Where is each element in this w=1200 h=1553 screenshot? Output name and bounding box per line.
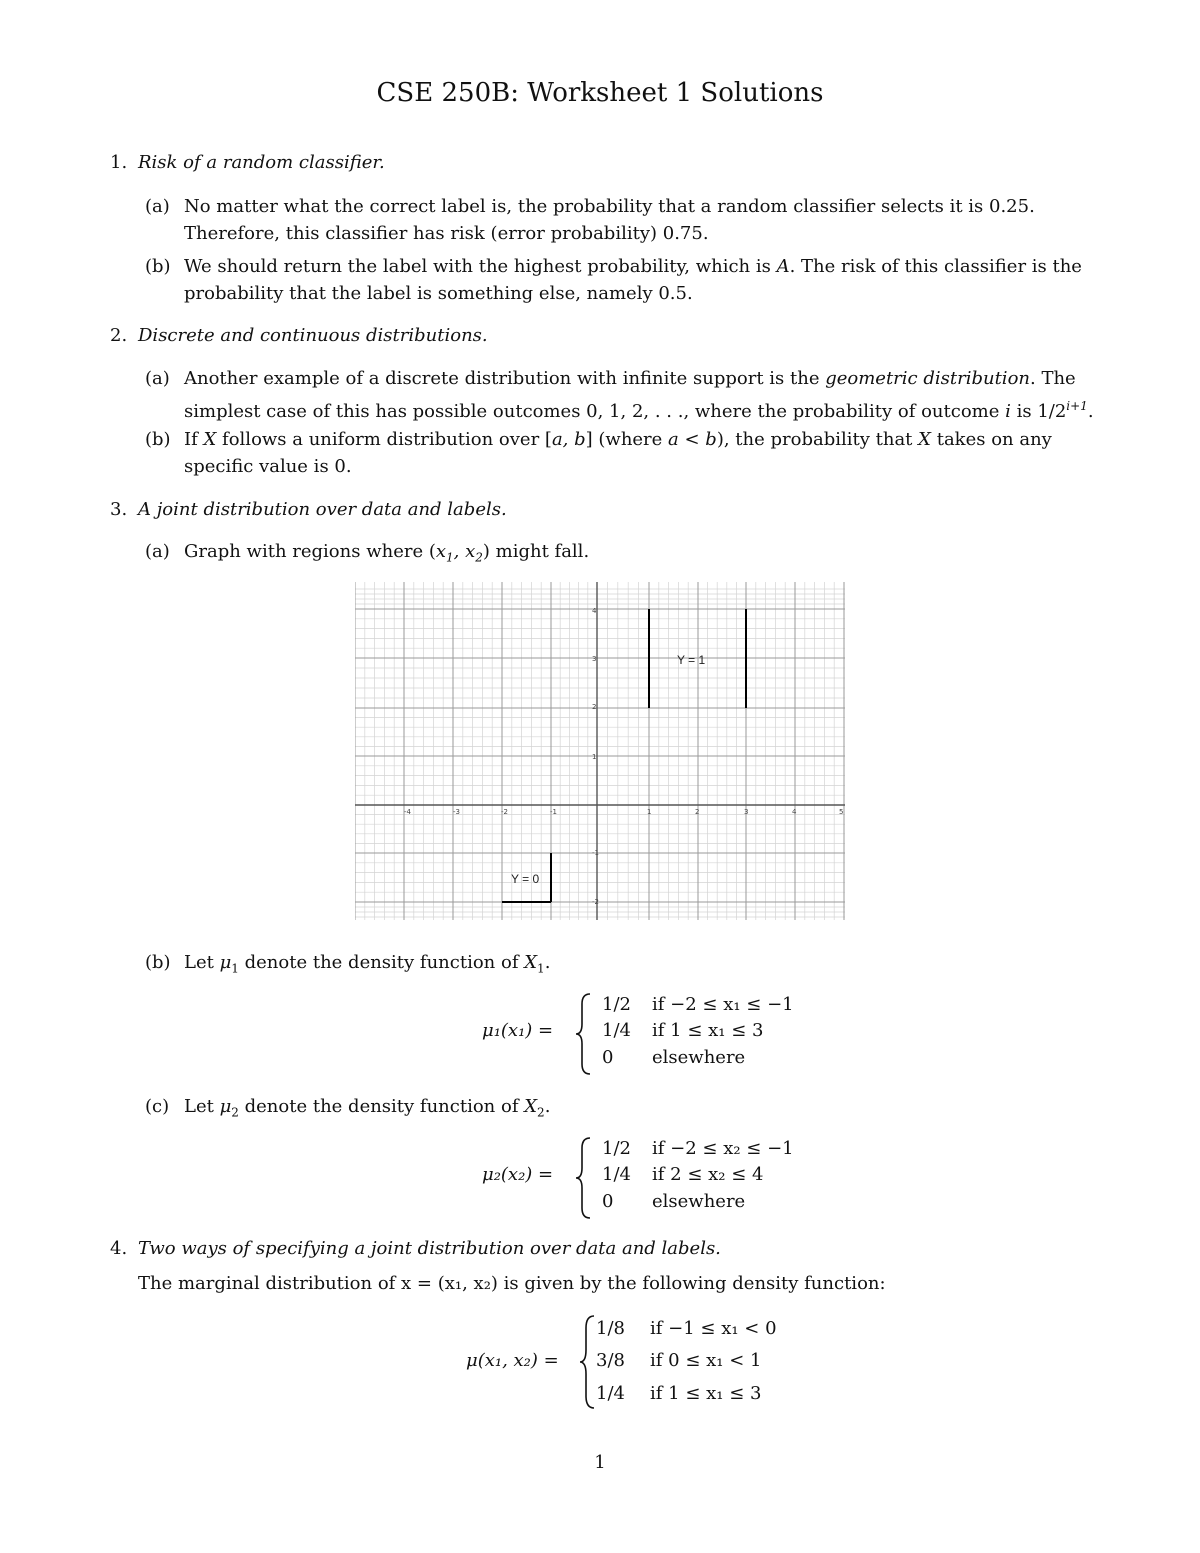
q3c-x-sub: 2: [537, 1105, 545, 1120]
q4-brace: [578, 1314, 598, 1410]
q3c-mu-sub: 2: [231, 1105, 239, 1120]
q2a-line2: [184, 393, 1094, 425]
q2b-line2: specific value is 0.: [184, 456, 352, 477]
q1a-line2: Therefore, this classifier has risk (error probability) 0.75.: [184, 223, 709, 244]
q2b-line1: [184, 427, 1052, 453]
q3c-mu: μ: [219, 1096, 232, 1117]
q3b-lhs: μ₁(x₁) =: [482, 1020, 554, 1041]
q1b-label: (b): [145, 256, 171, 277]
q4-case-value: 1/8: [596, 1318, 625, 1339]
q2a-line2-mid: is 1/2: [1010, 401, 1067, 422]
q3b-mu-sub: 1: [231, 961, 239, 976]
q2a-line1-post: . The: [1030, 368, 1076, 389]
q1b-line2: probability that the label is something else, namely 0.5.: [184, 283, 693, 304]
x-tick-label: 1: [647, 808, 652, 816]
q3-number: 3.: [110, 499, 128, 520]
q3c-text-mid: denote the density function of: [238, 1096, 525, 1117]
q3b-mu: μ: [219, 952, 232, 973]
q3c-brace: [574, 1136, 594, 1220]
q4-intro: The marginal distribution of x = (x₁, x₂) is given by the following density function:: [138, 1273, 886, 1294]
q2b-var-altb: a < b: [668, 429, 717, 450]
q1a-line1: No matter what the correct label is, the probability that a random classifier selects it is 0.25.: [184, 196, 1035, 217]
q3c-case-value: 0: [602, 1191, 614, 1212]
q3a-var-x1: $x_1$, $x_2$: [435, 541, 483, 565]
y-tick-label: 2: [592, 703, 597, 711]
y-tick-label: -1: [592, 849, 599, 857]
q3b-x-sub: 1: [537, 961, 545, 976]
q2b-part-c: ] (where: [585, 429, 669, 450]
page-number: 1: [594, 1452, 606, 1473]
q2a-line1: [184, 366, 1076, 392]
q3c-text: [184, 1094, 550, 1126]
q3a-text-post: ) might fall.: [482, 541, 590, 562]
q3c-var-x: X: [524, 1096, 538, 1117]
q4-case-cond: if 1 ≤ x₁ ≤ 3: [650, 1383, 762, 1404]
q3b-brace: [574, 992, 594, 1076]
q2a-label: (a): [145, 368, 170, 389]
q4-case-value: 1/4: [596, 1383, 625, 1404]
x-tick-label: -1: [550, 808, 557, 816]
region-y0-label: Y = 0: [511, 872, 540, 886]
x-tick-label: 5: [839, 808, 844, 816]
q4-case-cond: if −1 ≤ x₁ < 0: [650, 1318, 777, 1339]
q3b-text-pre: Let: [184, 952, 220, 973]
q3b-text-mid: denote the density function of: [238, 952, 525, 973]
q2b-label: (b): [145, 429, 171, 450]
q2b-part-a: If: [184, 429, 204, 450]
q3c-case-cond: if 2 ≤ x₂ ≤ 4: [652, 1164, 764, 1185]
q3a-text-pre: Graph with regions where (: [184, 541, 436, 562]
q2-number: 2.: [110, 325, 128, 346]
q1b-var-a: A: [776, 256, 790, 277]
q3b-case-value: 1/2: [602, 994, 631, 1015]
q1-number: 1.: [110, 152, 128, 173]
q3b-text: [184, 950, 550, 982]
x-tick-label: 2: [695, 808, 700, 816]
q2a-line2-post: .: [1087, 401, 1094, 422]
q2b-var-ab: a, b: [551, 429, 586, 450]
q2a-exponent: i+1: [1066, 399, 1088, 413]
q3b-var-x: X: [524, 952, 538, 973]
q3c-case-cond: if −2 ≤ x₂ ≤ −1: [652, 1138, 794, 1159]
q3b-case-cond: elsewhere: [652, 1047, 746, 1068]
q4-number: 4.: [110, 1238, 128, 1259]
q2b-var-x: X: [203, 429, 217, 450]
q4-case-cond: if 0 ≤ x₁ < 1: [650, 1350, 762, 1371]
q1a-label: (a): [145, 196, 170, 217]
q4-lhs: μ(x₁, x₂) =: [466, 1350, 559, 1371]
q3c-case-value: 1/4: [602, 1164, 631, 1185]
q3c-lhs: μ₂(x₂) =: [482, 1164, 554, 1185]
q3c-text-pre: Let: [184, 1096, 220, 1117]
q3c-label: (c): [145, 1096, 170, 1117]
q3c-text-post: .: [544, 1096, 551, 1117]
y-tick-label: -2: [592, 898, 599, 906]
page-title: CSE 250B: Worksheet 1 Solutions: [376, 78, 824, 108]
x-tick-label: 3: [744, 808, 749, 816]
q3a-text: [184, 539, 589, 571]
q3c-case-cond: elsewhere: [652, 1191, 746, 1212]
y-tick-label: 3: [592, 655, 597, 663]
q3b-case-value: 1/4: [602, 1020, 631, 1041]
q4-case-value: 3/8: [596, 1350, 625, 1371]
q1b-line1-post: . The risk of this classifier is the: [789, 256, 1082, 277]
q2a-geometric-em: geometric distribution: [825, 368, 1030, 389]
region-graph: [355, 582, 845, 920]
q1b-line1: [184, 254, 1082, 280]
q2a-line2-pre: simplest case of this has possible outcomes 0, 1, 2, . . ., where the probability of outcome: [184, 401, 1006, 422]
q1b-line1-pre: We should return the label with the highest probability, which is: [184, 256, 777, 277]
q2b-part-e: takes on any: [930, 429, 1052, 450]
x-tick-label: -3: [453, 808, 460, 816]
q3a-label: (a): [145, 541, 170, 562]
q2a-var-i: i: [1005, 401, 1011, 422]
q3b-label: (b): [145, 952, 171, 973]
q2-heading: Discrete and continuous distributions.: [138, 325, 488, 346]
y-tick-label: 1: [592, 753, 597, 761]
q3-heading: A joint distribution over data and labels.: [138, 499, 507, 520]
region-y1-label: Y = 1: [677, 653, 706, 667]
q2b-part-d: ), the probability that: [716, 429, 919, 450]
q2a-line1-pre: Another example of a discrete distribution with infinite support is the: [184, 368, 826, 389]
q3b-text-post: .: [544, 952, 551, 973]
q4-heading: Two ways of specifying a joint distribution over data and labels.: [138, 1238, 721, 1259]
q3b-case-cond: if −2 ≤ x₁ ≤ −1: [652, 994, 794, 1015]
y-tick-label: 4: [592, 607, 597, 615]
q3b-case-value: 0: [602, 1047, 614, 1068]
graph-grid: [355, 582, 845, 920]
q3b-case-cond: if 1 ≤ x₁ ≤ 3: [652, 1020, 764, 1041]
x-tick-label: -4: [404, 808, 411, 816]
x-tick-label: 4: [792, 808, 797, 816]
q3c-case-value: 1/2: [602, 1138, 631, 1159]
q2b-var-x2: X: [918, 429, 931, 450]
q1-heading: Risk of a random classifier.: [138, 152, 385, 173]
x-tick-label: -2: [501, 808, 508, 816]
q2b-part-b: follows a uniform distribution over [: [216, 429, 552, 450]
